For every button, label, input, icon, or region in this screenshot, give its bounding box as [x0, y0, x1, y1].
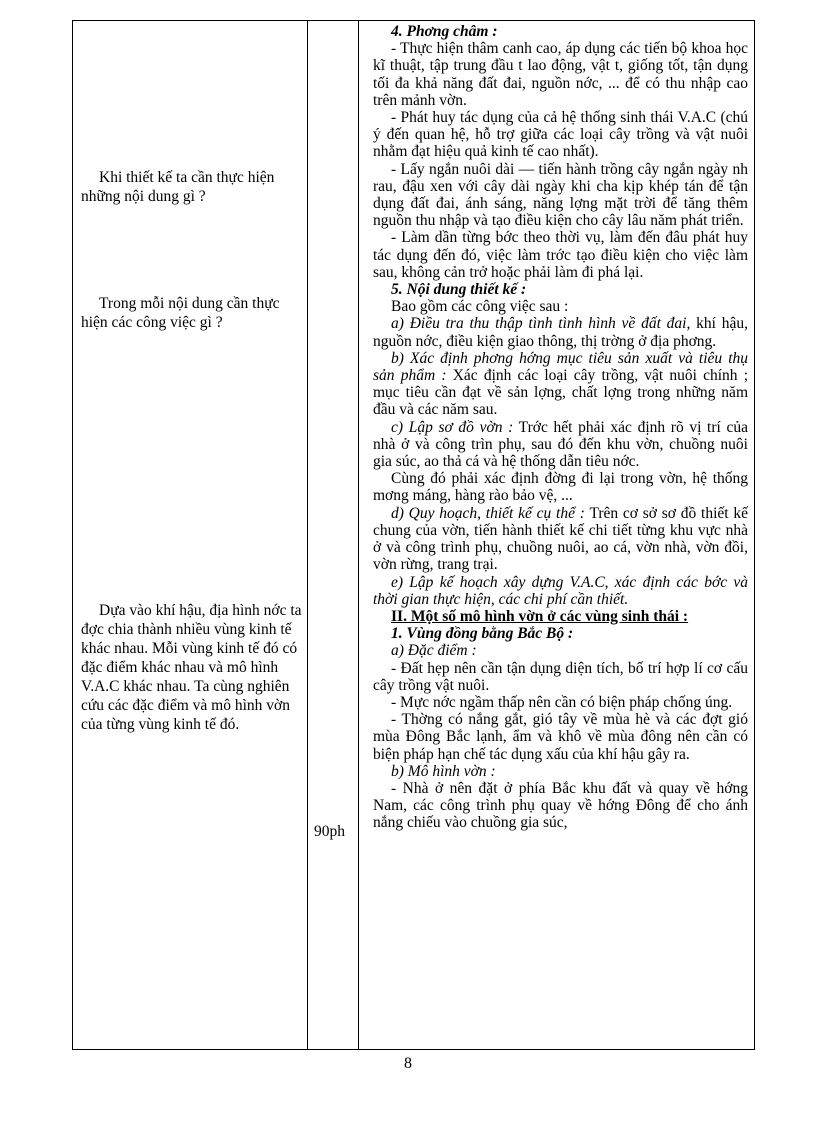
subsection-heading: 1. Vùng đồng bằng Bắc Bộ : — [391, 625, 574, 643]
paragraph: b) Xác định phơng hớng mục tiêu sản xuất và tiêu thụ sản phẩm : Xác định các loại cây trồng, vật nuôi chính ; mục tiêu cần đạt về sản lợng, chất lợng trong những năm đầu và các năm sau. — [373, 349, 749, 419]
paragraph: Cùng đó phải xác định đờng đi lại trong vờn, hệ thống mơng máng, hàng rào bảo vệ, ... — [373, 470, 748, 505]
item-label: a) Đặc điểm : — [391, 642, 477, 660]
time-label: 90ph — [314, 823, 345, 840]
item-label: c) Lập sơ đồ vờn : — [391, 418, 514, 436]
question-regions: Dựa vào khí hậu, địa hình nớc ta đợc chia thành nhiều vùng kinh tế khác nhau. Mỗi vùng kinh tế đó có đặc điểm khác nhau và mô hình V.A.C khác nhau. Ta cùng nghiên cứu các đặc điểm và mô hình vờn của từng vùng kinh tế đó. — [81, 602, 302, 733]
item-label: b) Xác định phơng hớng mục tiêu sản xuất và tiêu thụ sản phẩm : — [373, 349, 748, 385]
section-heading: II. Một số mô hình vờn ở các vùng sinh thái : — [391, 607, 689, 625]
section-heading: 5. Nội dung thiết kế : — [391, 281, 527, 299]
paragraph: - Mực nớc ngầm thấp nên cần có biện pháp chống úng. — [391, 693, 733, 711]
question-design-contents: Khi thiết kế ta cần thực hiện những nội dung gì ? — [81, 169, 275, 205]
paragraph: e) Lập kế hoạch xây dựng V.A.C, xác định các bớc và thời gian thực hiện, các chi phí cần thiết. — [373, 573, 748, 608]
time-column — [308, 21, 359, 1050]
content-column — [359, 21, 755, 1050]
paragraph: d) Quy hoạch, thiết kế cụ thể : Trên cơ sở sơ đồ thiết kế chung của vờn, tiến hành thiết kế chi tiết từng khu vực nhà ở và công trình phụ, chuồng nuôi, ao cá, vờn nhà, vờn đồi, vờn rừng, trang trại. — [373, 504, 748, 574]
section-heading: 4. Phơng châm : — [391, 23, 498, 40]
item-label: b) Mô hình vờn : — [391, 762, 496, 780]
paragraph: a) Điều tra thu thập tình tình hình về đất đai, khí hậu, nguồn nớc, điều kiện giao thông, thị trờng ở địa phơng. — [373, 315, 749, 350]
paragraph: Bao gồm các công việc sau : — [391, 298, 569, 316]
table-row — [73, 21, 755, 1050]
paragraph: - Làm dần từng bớc theo thời vụ, làm đến đâu phát huy tác dụng đến đó, việc làm trớc tạo điều kiện cho việc làm sau, không cản trở hoặc phải làm đi phá lại. — [373, 229, 748, 281]
paragraph: - Thực hiện thâm canh cao, áp dụng các tiến bộ khoa học kĩ thuật, tập trung đầu t lao động, vật t, giống tốt, tận dụng tối đa khả năng đất đai, nguồn nớc, ... để có thu nhập cao trên mảnh vờn. — [373, 40, 748, 109]
paragraph: - Nhà ở nên đặt ở phía Bắc khu đất và quay về hớng Nam, các công trình phụ quay về hớng Đông để cho ánh nắng chiếu vào chuồng gia súc, — [373, 779, 748, 832]
item-label: d) Quy hoạch, thiết kế cụ thể : — [391, 504, 585, 522]
paragraph: - Lấy ngắn nuôi dài — tiến hành trồng cây ngắn ngày nh rau, đậu xen với cây dài ngày khi cha kịp khép tán để tận dụng đất đai, ánh sáng, năng lợng mặt trời để tăng thêm nguồn thu nhập và tạo điều kiện cho cây lâu năm phát triển. — [373, 160, 748, 230]
paragraph: c) Lập sơ đồ vờn : Trớc hết phải xác định rõ vị trí của nhà ở và công trìn phụ, sau đó đến khu vờn, chuồng nuôi gia súc, ao thả cá và hệ thống dẫn tiêu nớc. — [373, 418, 748, 471]
lesson-table — [72, 20, 755, 1050]
item-label: a) Điều tra thu thập tình tình hình về đất đai, — [391, 315, 691, 333]
paragraph: - Thờng có nắng gắt, gió tây về mùa hè và các đợt gió mùa Đông Bắc lạnh, ẩm và khô về mùa đông nên cần có biện pháp hạn chế tác dụng xấu của khí hậu gây ra. — [373, 711, 748, 763]
teacher-questions-column — [73, 21, 308, 1050]
paragraph: - Phát huy tác dụng của cả hệ thống sinh thái V.A.C (chú ý đến quan hệ, hỗ trợ giữa các loại cây trồng và vật nuôi nhằm đạt hiệu quả kinh tế cao nhất). — [373, 109, 748, 161]
paragraph: - Đất hẹp nên cần tận dụng diện tích, bố trí hợp lí cơ cấu cây trồng vật nuôi. — [373, 659, 748, 694]
question-tasks: Trong mỗi nội dung cần thực hiện các công việc gì ? — [81, 295, 280, 331]
page-number: 8 — [404, 1055, 412, 1072]
